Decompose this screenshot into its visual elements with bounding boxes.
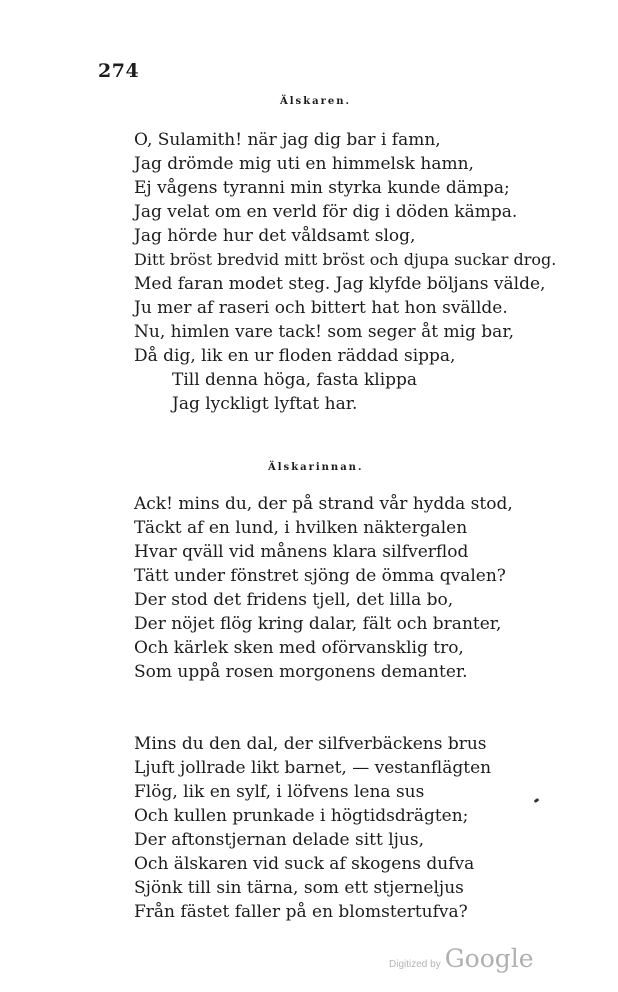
- poem-line: Jag velat om en verld för dig i döden kämpa.: [134, 202, 518, 222]
- poem-line: Då dig, lik en ur floden räddad sippa,: [134, 346, 456, 366]
- digitization-credit: [389, 944, 534, 973]
- poem1-title: Älskaren.: [280, 96, 351, 107]
- poem-line: Jag drömde mig uti en himmelsk hamn,: [134, 154, 474, 174]
- ink-speck: [534, 798, 540, 803]
- poem-line: O, Sulamith! när jag dig bar i famn,: [134, 130, 441, 150]
- poem-line: Tätt under fönstret sjöng de ömma qvalen?: [134, 566, 506, 586]
- poem-line: Flög, lik en sylf, i löfvens lena sus: [134, 782, 425, 802]
- poem-line: Ack! mins du, der på strand vår hydda stod,: [134, 494, 513, 514]
- digitized-by-text: Digitized by: [389, 959, 441, 970]
- poem-line: Och älskaren vid suck af skogens dufva: [134, 854, 475, 874]
- poem-line: Hvar qväll vid månens klara silfverflod: [134, 542, 469, 562]
- poem-line: Mins du den dal, der silfverbäckens brus: [134, 734, 487, 754]
- poem2-title: Älskarinnan.: [268, 462, 364, 473]
- page-number: 274: [98, 60, 140, 82]
- poem-line: Der nöjet flög kring dalar, fält och branter,: [134, 614, 502, 634]
- poem-line: Sjönk till sin tärna, som ett stjerneljus: [134, 878, 464, 898]
- google-logo: Google: [444, 944, 534, 973]
- poem-line: Ju mer af raseri och bittert hat hon svällde.: [134, 298, 508, 318]
- poem-line: Som uppå rosen morgonens demanter.: [134, 662, 468, 682]
- poem-line: Från fästet faller på en blomstertufva?: [134, 902, 468, 922]
- poem-line: Der aftonstjernan delade sitt ljus,: [134, 830, 424, 850]
- poem-line: Jag hörde hur det våldsamt slog,: [134, 226, 416, 246]
- poem-line: Ditt bröst bredvid mitt bröst och djupa suckar drog.: [134, 250, 557, 269]
- poem-line: Ljuft jollrade likt barnet, — vestanflägten: [134, 758, 492, 778]
- poem-line: Till denna höga, fasta klippa: [172, 370, 418, 390]
- poem-line: Ej vågens tyranni min styrka kunde dämpa;: [134, 178, 510, 198]
- poem-line: Täckt af en lund, i hvilken näktergalen: [134, 518, 468, 538]
- poem-line: Och kärlek sken med oförvansklig tro,: [134, 638, 464, 658]
- poem-line: Jag lyckligt lyftat har.: [172, 394, 358, 414]
- poem-line: Nu, himlen vare tack! som seger åt mig bar,: [134, 322, 514, 342]
- poem-line: Der stod det fridens tjell, det lilla bo,: [134, 590, 454, 610]
- poem-line: Med faran modet steg. Jag klyfde böljans välde,: [134, 274, 546, 294]
- poem-line: Och kullen prunkade i högtidsdrägten;: [134, 806, 469, 826]
